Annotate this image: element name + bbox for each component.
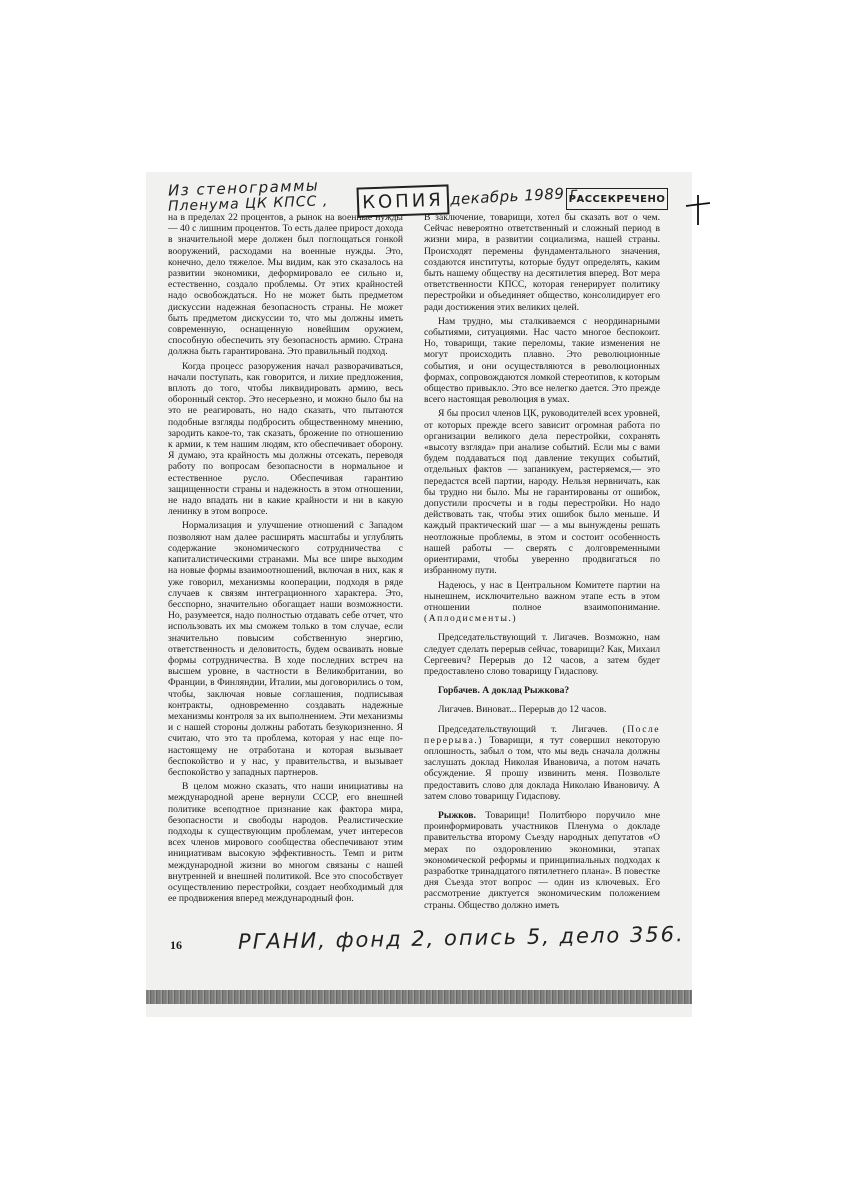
speaker-name: Председательствующий т. Лигачев. — [438, 723, 608, 735]
paragraph: Я бы просил членов ЦК, руководителей всех уровней, от которых прежде всего зависит огромная работа по организации великого дела перестройки, сохранять «высоту взгляда» при анализе событий. Если мы с вами будем поддаваться под давление текущих событий, отдельных фактов — запаникуем, растеряемся,— это передастся всей партии, народу. Нельзя нервничать, как бы трудно ни было. Мы не гарантированы от ошибок, допустили просчеты и в годы перестройки. Но надо действовать так, чтобы этих ошибок было меньше. И каждый практический шаг — а мы вынуждены решать неотложные проблемы, в этом и состоит особенность нашей работы — сверять с долговременными ориентирами, чтобы уверенно продвигаться по избранному пути. — [424, 408, 660, 577]
paragraph: В целом можно сказать, что наши инициативы на международной арене вернули СССР, его внешней политике всеподтное признание как фактора мира, безопасности и свободы народов. Реалистические подходы к существующим проблемам, учет интересов всех членов мирового сообщества обеспечивают этим инициативам высокую эффективность. Темп и ритм международной жизни во многом связаны с нашей внутренней и внешней политикой. Все это способствует осуществлению перестройки, создает необходимый для ее продвижения вперед международный фон. — [168, 781, 403, 905]
left-column — [168, 212, 403, 907]
paragraph-text: Товарищи! Политбюро поручило мне проинформировать участников Пленума о докладе правительства второму Съезду народных депутатов «О мерах по оздоровлению экономики, этапах экономической реформы и принципиальных подходах к разработке тринадцатого пятилетнего плана». В повестке дня Съезда этот вопрос — один из ключевых. Его рассмотрение диктуется экономическим положением страны. Общество должно иметь — [424, 809, 660, 911]
paragraph: Нормализация и улучшение отношений с Западом позволяют нам далее расширять масштабы и углублять содержание экономического сотрудничества с капиталистическими странами. Мы все шире выходим на новые формы взаимоотношений, включая в них, как я уже говорил, механизмы кооперации, подходя в ряде случаев к связям интеграционного характера. Это, бесспорно, значительно обогащает наши возможности. Но, разумеется, надо полностью отдавать себе отчет, что использовать их мы сможем только в том случае, если значительно повысим собственную энергию, ответственность и деловитость, будем осваивать новые формы сотрудничества. В ходе последних встреч на высшем уровне, в частности в Великобритании, во Франции, в Финляндии, Италии, мы договорились о том, чтобы, заключая новые соглашения, подписывая контракты, одновременно создавать надежные механизмы контроля за их выполнением. Эти механизмы и с нашей стороны должны работать безукоризненно. Я считаю, что это та проблема, которая у нас еще по-настоящему не отработана и которая вызывает беспокойство и у нас, у правительства, и вызывает беспокойство у западных партнеров. — [168, 520, 403, 778]
handwritten-header-line2: Пленума ЦК КПСС , — [167, 193, 329, 215]
paragraph-text: Надеюсь, у нас в Центральном Комитете партии на нынешнем, исключительно важном этапе есть в этом отношении полное взаимопонимание. — [424, 579, 660, 613]
scan-artifact-strip — [146, 990, 692, 1004]
paragraph-text: Товарищи, я тут совершил некоторую оплошность, забыл о том, что мы ведь сначала должны заслушать доклад Николая Ивановича, а потом начать обсуждение. Я прошу извинить меня. Позвольте предоставить слово для доклада Николаю Ивановичу. А затем слово товарищу Гидаспову. — [424, 734, 660, 802]
declassified-stamp: РАССЕКРЕЧЕНО — [566, 188, 668, 210]
paragraph: В заключение, товарищи, хотел бы сказать вот о чем. Сейчас невероятно ответственный и сложный период в жизни мира, в развитии социализма, нашей страны. Происходят перемены фундаментального значения, создаются институты, которые будут определять, каким быть нашему обществу на десятилетия вперед. Вот мера ответственности КПСС, которая генерирует политику перестройки и объединяет общество, консолидирует его ради достижения этих великих целей. — [424, 212, 660, 313]
plus-mark-icon — [683, 193, 713, 227]
paragraph — [424, 724, 660, 802]
paragraph — [424, 580, 660, 625]
break-note: (После перерыва.) — [424, 723, 660, 746]
paragraph: Лигачев. Виноват... Перерыв до 12 часов. — [438, 704, 607, 716]
applause-note: (Аплодисменты.) — [424, 613, 518, 625]
right-column — [424, 212, 660, 914]
paragraph: Председательствующий т. Лигачев. Возможно, нам следует сделать перерыв сейчас, товарищи? Как, Михаил Сергеевич? Перерыв до 12 часов, а затем будет предоставлено слово товарищу Гидаспову. — [424, 632, 660, 677]
speaker-name: Рыжков. — [438, 809, 476, 821]
page-number: 16 — [170, 938, 182, 952]
paragraph — [424, 685, 660, 696]
speaker-line: Горбачев. А доклад Рыжкова? — [438, 685, 570, 697]
copy-stamp: КОПИЯ — [357, 184, 450, 217]
handwritten-header-line1: Из стенограммы — [167, 176, 320, 200]
paragraph: Нам трудно, мы сталкиваемся с неординарными событиями, ситуациями. Нас часто многое беспокоит. Но, товарищи, такие переломы, такие изменения не могут происходить плавно. Это революционные события, и они осуществляются в революционных формах, сопровождаются ломкой стереотипов, к которым общество привыкло. Это все нелегко дается. Это прежде всего настоящая революция в умах. — [424, 315, 660, 406]
paragraph: на в пределах 22 процентов, а рынок на военные нужды — 40 с лишним процентов. То есть далее прирост дохода в значительной мере должен был поглощаться гонкой вооружений, расходами на военные нужды. Это, конечно, дело тяжелое. Мы видим, как это сказалось на развитии экономики, деформировало ее сильно и, естественно, создало проблемы. От этих крайностей надо освобождаться. Но не может быть предметом дискуссии надежная безопасность страны. Не может быть предметом дискуссии то, что мы должны иметь современную, оснащенную новейшим оружием, способную обеспечить эту безопасность армию. Страна должна быть гарантирована. Это правильный подход. — [168, 212, 403, 358]
handwritten-archive-reference: РГАНИ, фонд 2, опись 5, дело 356. — [237, 922, 685, 954]
handwritten-date: декабрь 1989 г. — [449, 183, 584, 209]
paragraph: Когда процесс разоружения начал разворачиваться, начали поступать, как говорится, и лихие предложения, вплоть до того, чтобы ликвидировать армию, весь оборонный сектор. Это несерьезно, и можно было бы на это не реагировать, но надо сказать, что пытаются подобные взгляды подбросить общественному мнению, зародить какое-то, так сказать, брожение по отношению к армии, к тем нашим людям, кто обеспечивает оборону. Я думаю, эта крайность мы должны отсекать, переводя работу по вопросам безопасности в нормальное и естественное русло. Обеспечивая гарантию защищенности страны и надежность в этом отношении, не надо впадать ни в какие крайности и ни в какую ленинку в этом вопросе. — [168, 360, 403, 518]
paragraph — [424, 810, 660, 911]
